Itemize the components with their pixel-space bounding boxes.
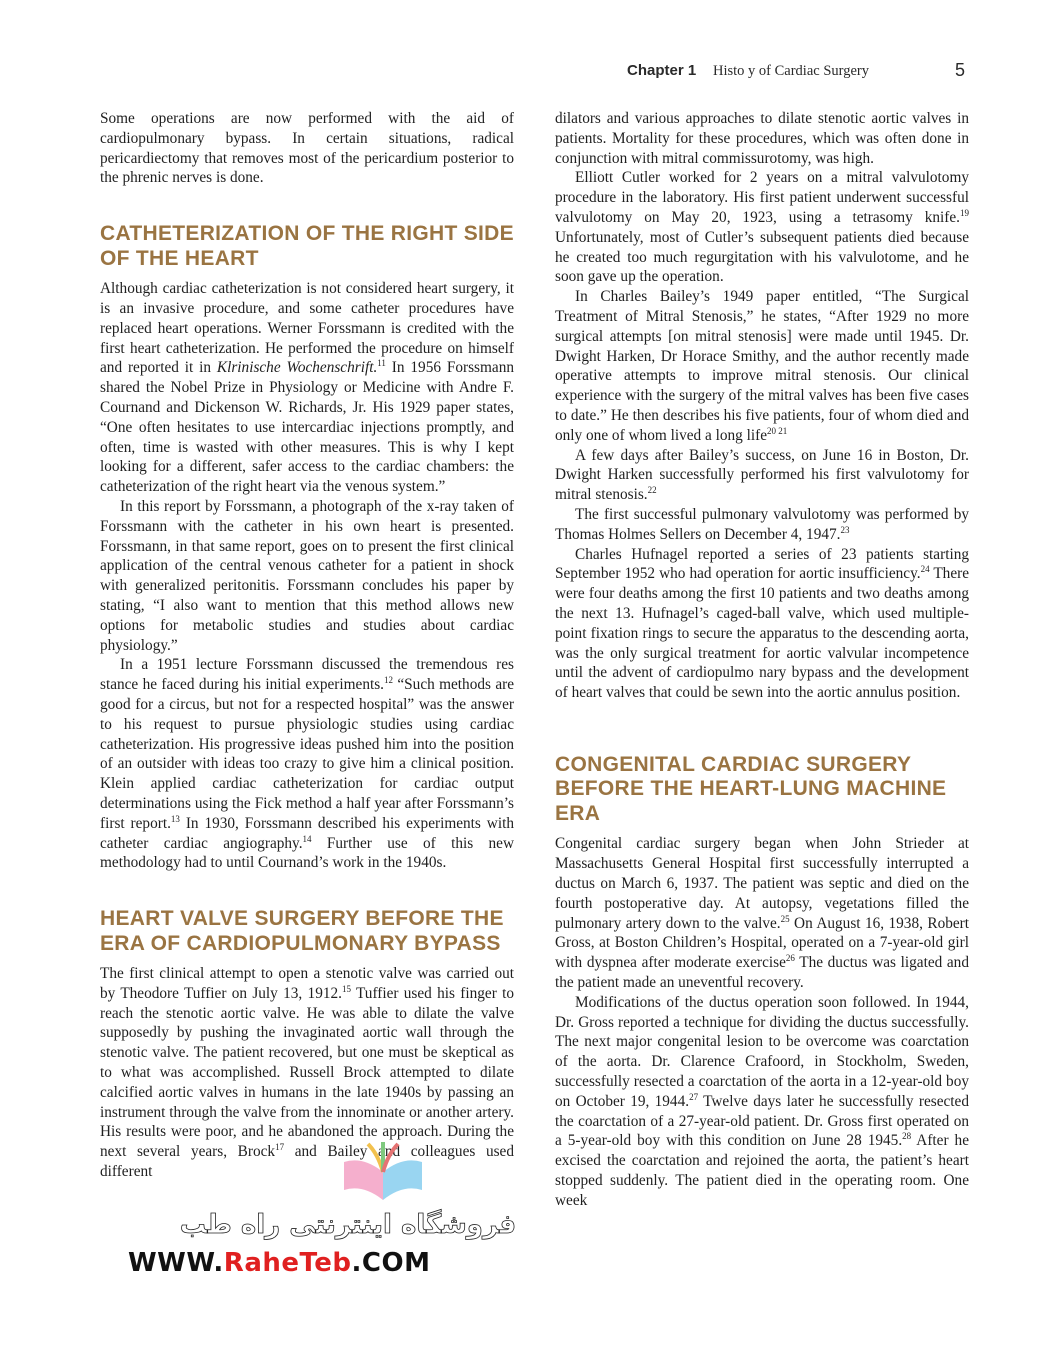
paragraph: In Charles Bailey’s 1949 paper entitled, “The Surgical Treatment of Mitral Stenosis,” he states, “After 1929 no more surgical attempts [on mitral stenosis] were made until 1945. Dr. Dwight Harken, Dr Horace Smithy, and the author recently made operative attempts to improve mitral stenosis. Our clinical experience with the surgery of the mitral valves has been five cases to date.” He then describes his five patients, four of whom died and only one of whom lived a long life$^{20 21}$: [555, 288, 969, 444]
paragraph: In this report by Forssmann, a photograph of the x-ray taken of Forssmann with the catheter in his own heart is presented. Forssmann, in that same report, goes on to present the first clinical application of the central venous catheter for a patient in shock with generalized peritonitis. Forssmann concludes his paper by stating, “I also want to mention that this method allows new options for metabolic studies and studies about cardiac physiology.”: [100, 497, 514, 654]
reference-marker: 15: [341, 983, 351, 994]
paragraph: Elliott Cutler worked for 2 years on a mitral valvulotomy procedure in the laboratory. His first patient underwent successful valvulotomy on May 20, 1923, using a tetrasomy knife.$^{19}$ Unfortunately, most of Cutler’s subsequent patients died because he created too much regurgitation with his valvulotome, and he soon gave up the operation.: [555, 169, 969, 286]
left-column: [100, 109, 514, 1182]
chapter-title: Histo y of Cardiac Surgery: [713, 63, 869, 79]
paragraph: Modifications of the ductus operation soon followed. In 1944, Dr. Gross reported a technique for dividing the ductus successfully. The next major congenital lesion to be overcome was coarctation of the aorta. Dr. Clarence Crafoord, in Stockholm, Sweden, successfully resected a coarctation of the aorta in a 12-year-old boy on October 19, 1944.27 Twelve days later he successfully resected the coarctation of a 27-year-old patient. Dr. Gross first operated on a 5-year-old boy with this condition on June 28 1945.28 After he excised the coarctation and rejoined the aorta, the patient’s heart stopped suddenly. The patient died in the operating room. One week: [555, 993, 969, 1209]
reference-marker: 28: [902, 1131, 912, 1142]
intro-paragraph: Some operations are now performed with the aid of cardiopulmonary bypass. In certain situations, radical pericardiectomy that removes most of the pericardium posterior to the phrenic nerves is done.: [100, 110, 514, 187]
right-column: [555, 109, 969, 1211]
reference-marker: 22: [647, 485, 657, 496]
paragraph: Although cardiac catheterization is not considered heart surgery, it is an invasive procedure, and some catheter procedures have replaced heart operations. Werner Forssmann is credited with the first heart catheterization. He performed the procedure on himself and reported it in Klrinische Wochenschrift.$^{11}$ In 1956 Forssmann shared the Nobel Prize in Physiology or Medicine with Andre F. Cournand and Dickenson W. Richards, Jr. His 1929 paper states, “One often hesitates to use intercardiac injections promptly, and often, time is wasted with other measures. This is why I kept looking for a different, safer access to the cardiac chambers: the catheterization of the right heart via the venous system.”: [100, 280, 514, 496]
paragraph: Charles Hufnagel reported a series of 23 patients starting September 1952 who had operation for aortic insufficiency.$^{24}$ There were four deaths among the first 10 patients and two deaths among the next 13. Hufnagel’s caged-ball valve, which used multiple-point fixation rings to secure the apparatus to the descending aorta, was the only surgical treatment for aortic valvular incompetence until the advent of cardiopulmo nary bypass and the development of heart valves that could be sewn into the aortic annulus position.: [555, 545, 969, 702]
chapter-label: Chapter 1: [627, 62, 697, 79]
reference-marker: 14: [302, 833, 312, 844]
reference-marker: 13: [170, 813, 180, 824]
reference-marker: 26: [785, 953, 795, 964]
watermark-url: WWW.RaheTeb.COM: [128, 1248, 431, 1278]
journal-title: Klrinische Wochenschrift.: [216, 359, 378, 377]
watermark-persian: فروشگاه اینترنتی راه طب: [179, 1210, 517, 1240]
paragraph: Congenital cardiac surgery began when John Strieder at Massachusetts General Hospital first successfully interrupted a ductus on March 6, 1937. The patient was septic and died on the fourth postoperative day. At autopsy, vegetations filled the pulmonary artery down to the valve.$^{25}$ On August 16, 1938, Robert Gross, at Boston Children’s Hospital, operated on a 7-year-old girl with dyspnea after moderate exercise$^{26}$ The ductus was ligated and the patient made an uneventful recovery.: [555, 835, 969, 991]
reference-marker: 24: [920, 564, 930, 575]
book-logo-icon: [338, 1140, 428, 1210]
page-number: 5: [955, 60, 966, 80]
paragraph: A few days after Bailey’s success, on June 16 in Boston, Dr. Dwight Harken successfully performed his first valvulotomy for mitral stenosis.$^{22}$: [555, 446, 969, 504]
reference-marker: 17: [275, 1142, 285, 1153]
reference-marker: 23: [840, 524, 850, 535]
section-heading-valve-surgery: HEART VALVE SURGERY BEFORE THE ERA OF CARDIOPULMONARY BYPASS: [100, 907, 504, 955]
paragraph: In a 1951 lecture Forssmann discussed the tremendous res stance he faced during his initial experiments.$^{12}$ “Such methods are good for a circus, but not for a respected hospital” was the answer to his request to pursue physiologic studies using cardiac catheterization. His progressive ideas pushed him into the position of an outsider with ideas too crazy to give him a clinical position. Klein applied cardiac catheterization for cardiac output determinations using the Fick method a half year after Forssmann’s first report.$^{13}$ In 1930, Forssmann described his experiments with catheter cardiac angiography.$^{14}$ Further use of this new methodology had to until Cournand’s work in the 1940s.: [100, 656, 514, 872]
paragraph: The first clinical attempt to open a stenotic valve was carried out by Theodore Tuffier on July 13, 1912.15 Tuffier used his finger to reach the stenotic aortic valve. He was able to dilate the valve supposedly by pushing the invaginated aortic wall through the stenotic valve. The patient recovered, but one must be skeptical as to what was accomplished. Russell Brock attempted to dilate calcified aortic valves in humans in the late 1940s by passing an instrument through the valve from the innominate or another artery. His results were poor, and he abandoned the approach. During the next several years, Brock$^{17}$ and Bailey and colleagues used different: [100, 965, 514, 1181]
reference-marker: 20 21: [767, 425, 788, 436]
reference-marker: 12: [384, 675, 394, 686]
reference-marker: 27: [689, 1091, 699, 1102]
reference-marker: 25: [780, 913, 790, 924]
running-header: [0, 60, 1052, 84]
reference-marker: 11: [377, 358, 386, 369]
watermark: [128, 1140, 517, 1280]
paragraph: The first successful pulmonary valvulotomy was performed by Thomas Holmes Sellers on December 4, 1947.23: [555, 505, 969, 543]
section-heading-congenital: CONGENITAL CARDIAC SURGERY BEFORE THE HEART-LUNG MACHINE ERA: [555, 752, 947, 825]
reference-marker: 19: [960, 207, 969, 218]
paragraph: dilators and various approaches to dilate stenotic aortic valves in patients. Mortality for these procedures, which was often done in conjunction with mitral commissurotomy, was high.: [555, 110, 969, 167]
section-heading-catheterization: CATHETERIZATION OF THE RIGHT SIDE OF THE HEART: [100, 222, 514, 270]
